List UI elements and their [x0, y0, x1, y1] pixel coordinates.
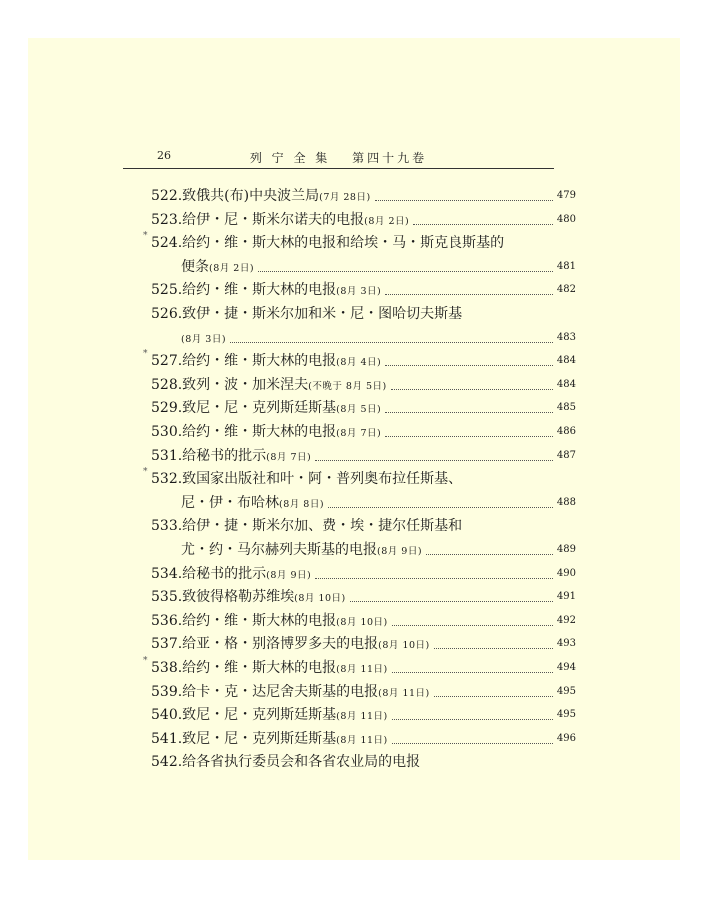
- asterisk-mark: *: [143, 467, 148, 478]
- dot-leader: [392, 719, 553, 720]
- asterisk-mark: *: [143, 231, 148, 242]
- entry-title: 致尼・尼・克列斯廷斯基: [182, 707, 337, 724]
- entry-page-number: 488: [556, 496, 576, 508]
- entry-page-number: 495: [556, 685, 576, 697]
- entry-number: 542.: [151, 754, 183, 771]
- entry-title: 尤・约・马尔赫列夫斯基的电报: [181, 542, 377, 558]
- toc-entry: [151, 515, 576, 537]
- dot-leader: [392, 743, 553, 744]
- entry-number: 539.: [151, 683, 183, 700]
- toc-entry: [151, 327, 576, 349]
- entry-date: (8月 2日): [364, 215, 410, 227]
- dot-leader: [413, 224, 553, 225]
- entry-date: (8月 11日): [336, 664, 388, 675]
- entry-number: 533.: [151, 518, 183, 535]
- entry-title: 给伊・捷・斯米尔加、费・埃・捷尔任斯基和: [182, 518, 463, 535]
- entry-date: (8月 8日): [279, 498, 325, 510]
- entry-page-number: 486: [556, 426, 576, 437]
- entry-number: 532.: [151, 471, 183, 488]
- entry-title: 给秘书的批示: [182, 447, 267, 464]
- entry-date: (8月 11日): [336, 734, 388, 746]
- entry-page-number: 483: [556, 331, 576, 343]
- entry-title: 给约・维・斯大林的电报和给埃・马・斯克良斯基的: [182, 235, 505, 252]
- entry-number: 541.: [151, 730, 183, 747]
- toc-entry: [151, 657, 576, 679]
- toc-entry: [151, 397, 576, 419]
- toc-entry: [151, 539, 576, 561]
- dot-leader: [391, 389, 553, 390]
- toc-entry: [151, 751, 576, 773]
- entry-title: 致尼・尼・克列斯廷斯基: [182, 400, 337, 417]
- toc-entry: [151, 704, 576, 726]
- asterisk-mark: *: [143, 349, 148, 360]
- dot-leader: [385, 365, 553, 366]
- entry-title: 给伊・尼・斯米尔诺夫的电报: [182, 211, 365, 228]
- entry-page-number: 495: [556, 709, 576, 721]
- toc-entry: [151, 610, 576, 632]
- dot-leader: [434, 648, 553, 649]
- entry-page-number: 481: [556, 260, 576, 272]
- entry-date: (8月 9日): [377, 546, 423, 557]
- entry-number: 529.: [151, 400, 183, 417]
- dot-leader: [350, 601, 553, 602]
- dot-leader: [230, 342, 553, 343]
- entry-title: 给约・维・斯大林的电报: [182, 282, 337, 299]
- entry-title: 致俄共(布)中央波兰局: [182, 188, 320, 204]
- entry-title: 给约・维・斯大林的电报: [182, 353, 337, 370]
- dot-leader: [385, 436, 553, 437]
- entry-number: 538.: [151, 660, 183, 676]
- entry-date: (8月 10日): [378, 640, 430, 652]
- entry-title: 致彼得格勒苏维埃: [182, 589, 295, 606]
- entry-number: 531.: [151, 447, 183, 464]
- entry-number: 535.: [151, 589, 183, 606]
- entry-page-number: 496: [556, 732, 576, 744]
- entry-title: 给各省执行委员会和各省农业局的电报: [182, 754, 421, 771]
- entry-title: 给约・维・斯大林的电报: [182, 660, 337, 676]
- toc-entry: [151, 633, 576, 655]
- toc-entry: [151, 279, 576, 301]
- entry-page-number: 489: [556, 544, 576, 555]
- toc-entry: [151, 185, 576, 207]
- entry-page-number: 479: [556, 190, 576, 201]
- entry-number: 537.: [151, 636, 183, 653]
- entry-date: (8月 5日): [336, 404, 382, 416]
- dot-leader: [328, 507, 553, 508]
- entry-date: (7月 28日): [319, 192, 371, 203]
- toc-entry: [151, 563, 576, 585]
- entry-date: (8月 7日): [336, 428, 382, 439]
- entry-title: 便条: [181, 258, 209, 275]
- toc-entry: [151, 421, 576, 443]
- entry-title: 致伊・捷・斯米尔加和米・尼・图哈切夫斯基: [182, 306, 463, 322]
- toc-entry: [151, 492, 576, 514]
- entry-date: (8月 2日): [209, 262, 255, 274]
- entry-date: (8月 9日): [266, 569, 312, 581]
- entry-title: 给亚・格・别洛博罗多夫的电报: [182, 636, 379, 653]
- entry-page-number: 491: [556, 591, 576, 603]
- dot-leader: [392, 672, 553, 673]
- toc-entry: [151, 209, 576, 231]
- entry-page-number: 490: [556, 567, 576, 579]
- entry-date: (8月 10日): [336, 616, 388, 628]
- entry-page-number: 485: [556, 402, 576, 414]
- entry-title: 给秘书的批示: [182, 565, 267, 582]
- entry-date: (不晚于 8月 5日): [308, 380, 387, 392]
- toc-entry: [151, 586, 576, 608]
- toc-entry: [151, 232, 576, 254]
- dot-leader: [375, 200, 553, 201]
- entry-number: 526.: [151, 306, 183, 322]
- dot-leader: [392, 625, 553, 626]
- entry-page-number: 493: [556, 638, 576, 650]
- page-number: 26: [157, 149, 171, 162]
- entry-number: 527.: [151, 353, 183, 370]
- entry-number: 522.: [151, 188, 183, 204]
- toc-entry: [151, 445, 576, 467]
- asterisk-mark: *: [143, 656, 148, 666]
- dot-leader: [434, 696, 553, 697]
- dot-leader: [385, 294, 553, 295]
- entry-date: (8月 11日): [336, 711, 388, 723]
- toc-entry: [151, 681, 576, 703]
- entry-number: 523.: [151, 211, 183, 228]
- entry-number: 524.: [151, 235, 183, 252]
- dot-leader: [426, 554, 553, 555]
- entry-title: 给约・维・斯大林的电报: [182, 424, 337, 440]
- entry-page-number: 492: [556, 614, 576, 626]
- entry-title: 给约・维・斯大林的电报: [182, 612, 337, 629]
- entry-date: (8月 10日): [294, 593, 346, 605]
- toc-entry: [151, 374, 576, 396]
- entry-date: (8月 3日): [336, 286, 382, 298]
- entry-page-number: 482: [556, 284, 576, 296]
- page-header: [123, 147, 554, 169]
- entry-date: (8月 4日): [336, 357, 382, 369]
- entry-title: 尼・伊・布哈林: [181, 494, 279, 511]
- entry-page-number: 487: [556, 449, 576, 461]
- entry-date: (8月 11日): [378, 687, 430, 699]
- entry-title: 致尼・尼・克列斯廷斯基: [182, 730, 337, 747]
- entry-title: 致国家出版社和叶・阿・普列奥布拉任斯基、: [182, 471, 463, 488]
- entry-page-number: 484: [556, 355, 576, 367]
- entry-date: (8月 3日): [181, 333, 227, 345]
- toc-entry: [151, 303, 576, 325]
- entry-page-number: 484: [556, 378, 576, 390]
- entry-number: 528.: [151, 376, 183, 393]
- entry-number: 530.: [151, 424, 183, 440]
- entry-title: 给卡・克・达尼舍夫斯基的电报: [182, 683, 379, 700]
- toc-entry: [151, 350, 576, 372]
- entry-page-number: 480: [556, 213, 576, 225]
- entry-date: (8月 7日): [266, 451, 312, 463]
- entry-number: 540.: [151, 707, 183, 724]
- dot-leader: [258, 271, 553, 272]
- entry-title: 致列・波・加米涅夫: [182, 376, 309, 393]
- entry-number: 525.: [151, 282, 183, 299]
- toc-entry: [151, 256, 576, 278]
- entry-number: 534.: [151, 565, 183, 582]
- entry-number: 536.: [151, 612, 183, 629]
- entry-page-number: 494: [556, 662, 576, 673]
- dot-leader: [385, 412, 553, 413]
- running-title: 列 宁 全 集 第四十九卷: [249, 151, 428, 165]
- toc-entry: [151, 468, 576, 490]
- dot-leader: [315, 460, 553, 461]
- toc-entry: [151, 728, 576, 750]
- dot-leader: [315, 578, 553, 579]
